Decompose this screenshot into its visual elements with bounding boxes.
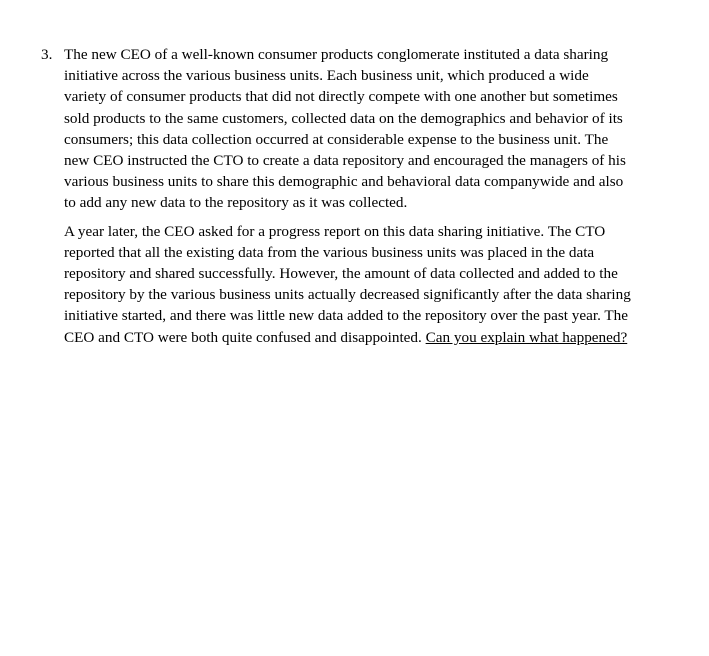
- text-line: The new CEO of a well-known consumer products conglomerate instituted a data sharing: [64, 46, 609, 63]
- question-body: [64, 44, 669, 348]
- prompt-question: Can you explain what happened?: [425, 328, 628, 346]
- text-line: consumers; this data collection occurred at considerable expense to the business unit. The: [64, 130, 609, 148]
- text-line: initiative across the various business units. Each business unit, which produced a wide: [64, 67, 589, 85]
- text-line: A year later, the CEO asked for a progress report on this data sharing initiative. The CTO: [64, 222, 606, 240]
- question-number: 3.: [41, 46, 53, 63]
- last-line-text: CEO and CTO were both quite confused and disappointed.: [64, 328, 426, 346]
- question-3: [36, 44, 666, 355]
- last-text-line: [64, 327, 669, 348]
- paragraph-1: [64, 44, 669, 214]
- text-line: to add any new data to the repository as it was collected.: [64, 194, 408, 212]
- text-line: reported that all the existing data from the various business units was placed in the data: [64, 243, 595, 261]
- text-line: variety of consumer products that did not directly compete with one another but sometimes: [64, 88, 618, 106]
- text-line: repository and shared successfully. However, the amount of data collected and added to the: [64, 265, 618, 283]
- paragraph-2: [64, 221, 669, 348]
- text-line: various business units to share this demographic and behavioral data companywide and also: [64, 173, 624, 191]
- text-line: sold products to the same customers, collected data on the demographics and behavior of its: [64, 109, 623, 127]
- text-line: new CEO instructed the CTO to create a data repository and encouraged the managers of his: [64, 152, 626, 170]
- text-line: repository by the various business units actually decreased significantly after the data sharing: [64, 286, 631, 304]
- text-line: initiative started, and there was little new data added to the repository over the past year. The: [64, 307, 628, 325]
